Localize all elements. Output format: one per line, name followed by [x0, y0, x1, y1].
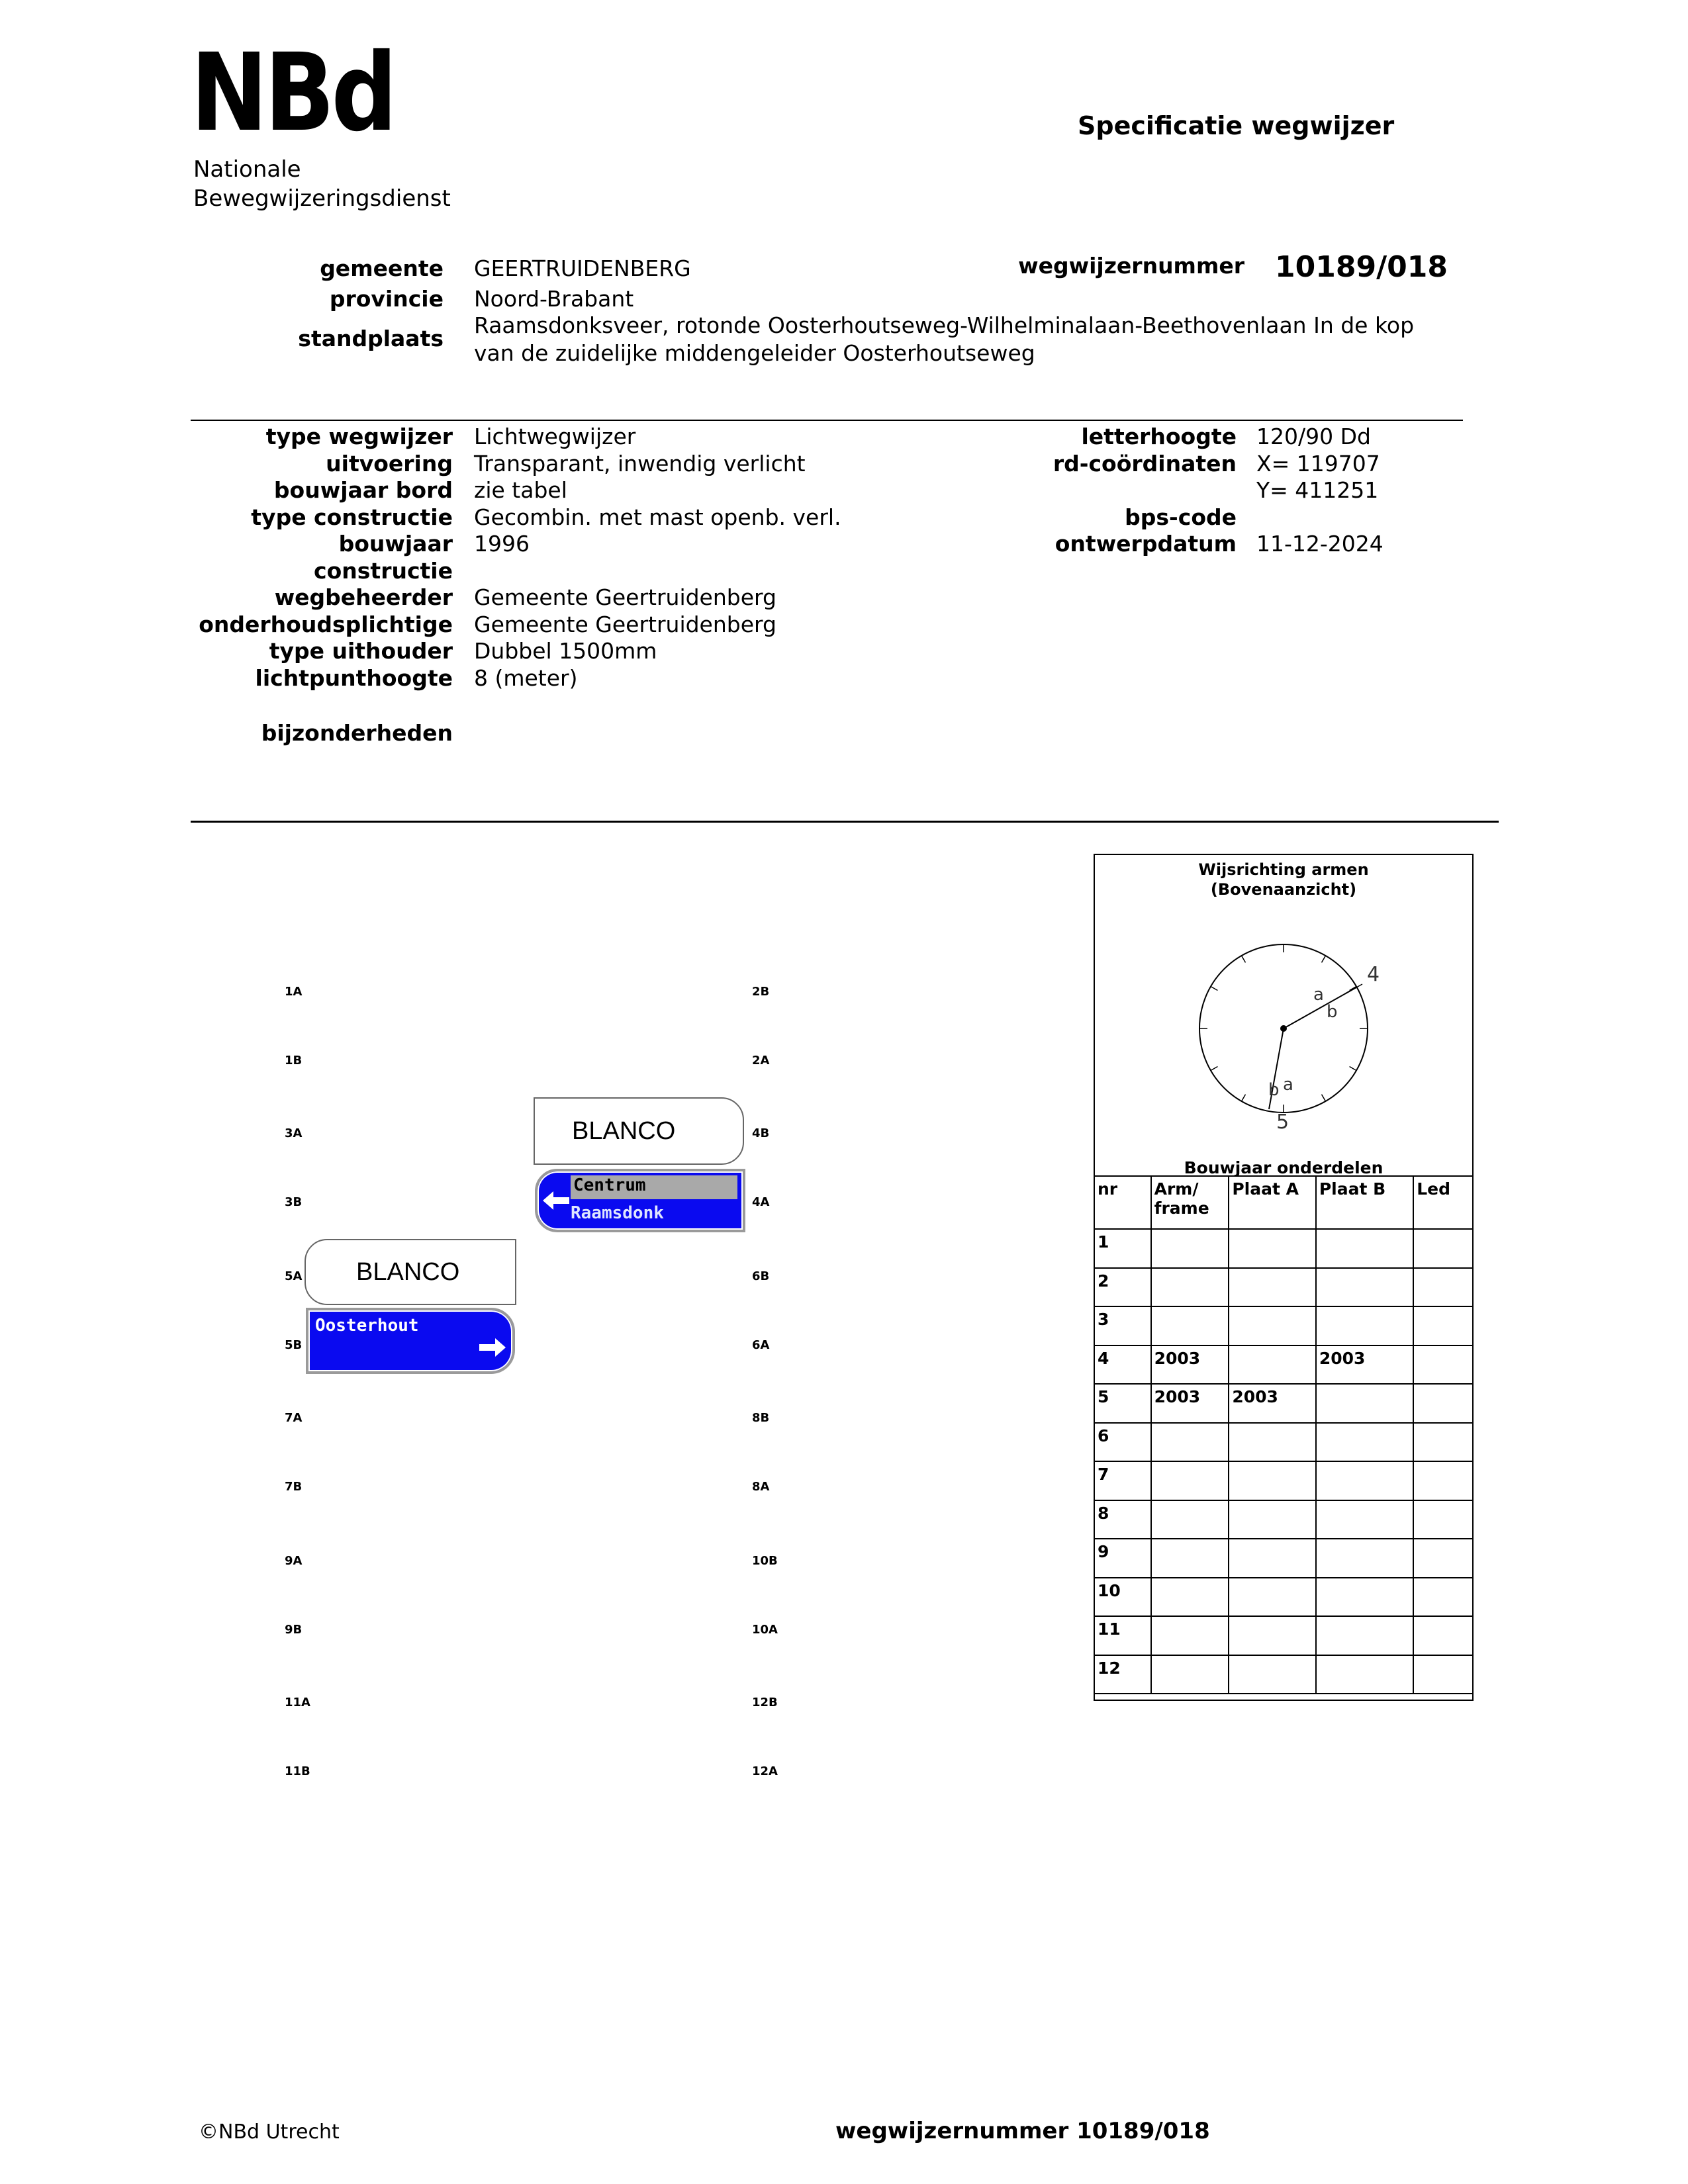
bouwjaar-cell [1316, 1500, 1413, 1539]
bouwjaar-cell [1151, 1655, 1229, 1694]
bouwjaar-cell [1229, 1268, 1316, 1307]
bouwjaar-cell [1413, 1423, 1473, 1462]
slot-label: 10B [752, 1554, 778, 1568]
compass-panel [1094, 854, 1474, 1701]
compass-tick [1242, 956, 1246, 962]
spec-value: zie tabel [474, 477, 567, 503]
slot-label: 1B [285, 1054, 303, 1068]
standplaats-line-2: van de zuidelijke middengeleider Oosterhoutseweg [474, 340, 1035, 366]
bouwjaar-row [1094, 1423, 1473, 1462]
bouwjaar-cell: 8 [1094, 1500, 1151, 1539]
spec-value: 1996 [474, 531, 530, 557]
bouwjaar-cell [1229, 1578, 1316, 1617]
footer-copyright: ©NBd Utrecht [199, 2120, 340, 2144]
bouwjaar-row [1094, 1461, 1473, 1500]
spec-value: Gemeente Geertruidenberg [474, 611, 776, 637]
arrow-right-icon [478, 1336, 507, 1359]
bouwjaar-cell [1316, 1229, 1413, 1268]
bouwjaar-cell [1413, 1345, 1473, 1385]
bouwjaar-cell [1413, 1306, 1473, 1345]
bouwjaar-cell [1413, 1384, 1473, 1423]
document-title: Specificatie wegwijzer [1078, 111, 1395, 140]
slot-label: 1A [285, 985, 303, 999]
bouwjaar-cell: 2003 [1151, 1384, 1229, 1423]
header-nr: nr [1094, 1176, 1151, 1229]
arrow-left-icon [541, 1189, 571, 1212]
spec-label: lichtpunthoogte [255, 664, 453, 691]
spec-value: 8 (meter) [474, 664, 578, 691]
slot-label: 4B [752, 1126, 770, 1140]
bouwjaar-cell [1151, 1578, 1229, 1617]
sign-centrum-text: Centrum [573, 1175, 646, 1195]
header-plaat-b: Plaat B [1316, 1176, 1413, 1229]
bouwjaar-cell: 2003 [1151, 1345, 1229, 1385]
bouwjaar-cell [1229, 1423, 1316, 1462]
footer-wegwijzernummer: wegwijzernummer 10189/018 [835, 2118, 1210, 2144]
bouwjaar-cell: 2003 [1229, 1384, 1316, 1423]
bouwjaar-row [1094, 1384, 1473, 1423]
bouwjaar-cell: 9 [1094, 1539, 1151, 1578]
bouwjaar-cell [1413, 1539, 1473, 1578]
slot-label: 12B [752, 1696, 778, 1709]
bouwjaar-cell [1413, 1616, 1473, 1655]
nbd-logo: NBd [191, 31, 395, 156]
provincie-label: provincie [329, 286, 444, 312]
spec-value: Gecombin. met mast openb. verl. [474, 504, 841, 530]
bouwjaar-cell [1316, 1423, 1413, 1462]
compass-tick [1322, 956, 1326, 962]
slot-label: 12A [752, 1764, 778, 1778]
bijzonderheden-label: bijzonderheden [261, 720, 453, 746]
bouwjaar-cell: 11 [1094, 1616, 1151, 1655]
bouwjaar-cell [1229, 1461, 1316, 1500]
bouwjaar-cell [1413, 1578, 1473, 1617]
bouwjaar-row [1094, 1500, 1473, 1539]
slot-label: 7B [285, 1480, 303, 1494]
bouwjaar-cell [1151, 1423, 1229, 1462]
bouwjaar-cell [1413, 1500, 1473, 1539]
slot-label: 2A [752, 1054, 770, 1068]
bouwjaar-cell [1413, 1229, 1473, 1268]
slot-label: 8A [752, 1480, 770, 1494]
slot-label: 5B [285, 1338, 303, 1352]
standplaats-line-1: Raamsdonksveer, rotonde Oosterhoutseweg-Wilhelminalaan-Beethovenlaan In de kop [474, 312, 1415, 338]
spec-label: bouwjaar [338, 531, 453, 557]
spec-label: constructie [314, 557, 453, 584]
spec-label: uitvoering [326, 450, 453, 477]
compass-tick [1211, 1067, 1217, 1071]
bouwjaar-cell: 4 [1094, 1345, 1151, 1385]
bouwjaar-cell [1229, 1229, 1316, 1268]
slot-label: 11A [285, 1696, 310, 1709]
spec-value: Lichtwegwijzer [474, 424, 636, 449]
standplaats-label: standplaats [298, 326, 444, 351]
bouwjaar-cell [1316, 1616, 1413, 1655]
gemeente-value: GEERTRUIDENBERG [474, 255, 691, 281]
compass-arm4-b: b [1327, 1002, 1338, 1022]
spec-value: 11-12-2024 [1256, 531, 1383, 557]
bouwjaar-title: Bouwjaar onderdelen [1184, 1158, 1383, 1177]
bouwjaar-row [1094, 1268, 1473, 1307]
bouwjaar-cell [1229, 1539, 1316, 1578]
bouwjaar-cell [1316, 1461, 1413, 1500]
bouwjaar-cell [1413, 1268, 1473, 1307]
bouwjaar-row [1094, 1345, 1473, 1385]
bouwjaar-cell [1151, 1616, 1229, 1655]
spec-value: Gemeente Geertruidenberg [474, 584, 776, 610]
compass-tick [1350, 1067, 1356, 1071]
slot-label: 3B [285, 1195, 303, 1209]
specs-right-labels [980, 424, 1237, 558]
bouwjaar-row [1094, 1539, 1473, 1578]
sign-blanco-4b-text: BLANCO [572, 1116, 676, 1145]
bouwjaar-cell [1151, 1461, 1229, 1500]
slot-label: 6A [752, 1338, 770, 1352]
spec-value [474, 558, 937, 585]
spec-label [980, 477, 1237, 504]
slot-label: 6B [752, 1269, 770, 1283]
spec-label: onderhoudsplichtige [199, 611, 453, 637]
sign-centrum-raamsdonk [535, 1169, 745, 1232]
bouwjaar-cell: 3 [1094, 1306, 1151, 1345]
compass-tick [1242, 1095, 1246, 1101]
spec-value: Transparant, inwendig verlicht [474, 450, 806, 477]
spec-value: 120/90 Dd [1256, 424, 1371, 449]
specs-left-values [474, 424, 937, 692]
sign-blanco-4b [534, 1097, 744, 1165]
wegwijzernummer-value: 10189/018 [1275, 250, 1448, 284]
sign-blanco-5a-text: BLANCO [356, 1257, 460, 1286]
bouwjaar-cell: 10 [1094, 1578, 1151, 1617]
compass-diagram [1095, 855, 1472, 1146]
bouwjaar-cell [1151, 1539, 1229, 1578]
bouwjaar-header-row [1094, 1176, 1473, 1229]
provincie-value: Noord-Brabant [474, 286, 634, 312]
bouwjaar-cell [1229, 1500, 1316, 1539]
bouwjaar-cell [1151, 1500, 1229, 1539]
bouwjaar-cell: 1 [1094, 1229, 1151, 1268]
spec-label: type constructie [251, 504, 453, 530]
bouwjaar-cell: 2 [1094, 1268, 1151, 1307]
slot-label: 2B [752, 985, 770, 999]
logo-line-1: Nationale [193, 156, 301, 183]
bouwjaar-cell: 6 [1094, 1423, 1151, 1462]
compass-tick [1322, 1095, 1326, 1101]
compass-arm5-a: a [1283, 1075, 1293, 1095]
slot-label: 3A [285, 1126, 303, 1140]
bouwjaar-row [1094, 1578, 1473, 1617]
bouwjaar-cell [1151, 1229, 1229, 1268]
slot-label: 5A [285, 1269, 303, 1283]
sign-oosterhout-text: Oosterhout [315, 1316, 419, 1336]
bouwjaar-cell: 2003 [1316, 1345, 1413, 1385]
bouwjaar-cell: 5 [1094, 1384, 1151, 1423]
slot-label: 9A [285, 1554, 303, 1568]
slot-label: 7A [285, 1411, 303, 1425]
compass-arm5-label: 5 [1276, 1111, 1289, 1134]
header-arm-frame: Arm/ frame [1151, 1176, 1229, 1229]
slot-label: 9B [285, 1623, 303, 1637]
slot-label: 4A [752, 1195, 770, 1209]
compass-arm4-label: 4 [1367, 963, 1380, 986]
specs-right-values [1256, 424, 1521, 558]
compass-arm4-a: a [1313, 985, 1324, 1005]
bouwjaar-table [1094, 1175, 1474, 1694]
sign-oosterhout [306, 1308, 515, 1374]
spec-label: letterhoogte [1081, 424, 1237, 449]
logo-line-2: Bewegwijzeringsdienst [193, 185, 451, 212]
bouwjaar-cell [1316, 1306, 1413, 1345]
bouwjaar-cell [1229, 1306, 1316, 1345]
spec-label: rd-coördinaten [1053, 450, 1237, 477]
bouwjaar-row [1094, 1306, 1473, 1345]
bouwjaar-cell [1229, 1616, 1316, 1655]
spec-label: type uithouder [269, 638, 453, 664]
bouwjaar-cell [1316, 1655, 1413, 1694]
bouwjaar-cell [1316, 1539, 1413, 1578]
spec-label: bouwjaar bord [273, 477, 453, 503]
spec-label: bps-code [1125, 504, 1237, 530]
header-plaat-a: Plaat A [1229, 1176, 1316, 1229]
divider-top [191, 420, 1463, 421]
bouwjaar-cell: 7 [1094, 1461, 1151, 1500]
slot-label: 10A [752, 1623, 778, 1637]
wegwijzernummer-label: wegwijzernummer [1018, 253, 1244, 279]
bouwjaar-cell [1413, 1461, 1473, 1500]
specs-left-labels [191, 424, 453, 692]
spec-value [1256, 504, 1521, 531]
bouwjaar-cell [1151, 1268, 1229, 1307]
gemeente-label: gemeente [320, 255, 444, 281]
sign-blanco-5a [305, 1239, 516, 1305]
compass-title-1: Wijsrichting armen [1198, 860, 1369, 879]
slot-label: 8B [752, 1411, 770, 1425]
bouwjaar-row [1094, 1229, 1473, 1268]
slot-label: 11B [285, 1764, 310, 1778]
sign-raamsdonk-text: Raamsdonk [571, 1203, 664, 1223]
compass-title-2: (Bovenaanzicht) [1210, 880, 1357, 899]
bouwjaar-cell [1151, 1306, 1229, 1345]
bouwjaar-row [1094, 1616, 1473, 1655]
spec-value: Dubbel 1500mm [474, 638, 657, 664]
bouwjaar-cell [1316, 1384, 1413, 1423]
bouwjaar-cell [1316, 1578, 1413, 1617]
compass-arm5-b: b [1268, 1080, 1280, 1100]
bouwjaar-row [1094, 1655, 1473, 1694]
spec-label: wegbeheerder [274, 584, 453, 610]
header-led: Led [1413, 1176, 1473, 1229]
spec-value: Y= 411251 [1256, 477, 1379, 503]
spec-label: type wegwijzer [265, 424, 453, 449]
divider-bottom [191, 821, 1499, 823]
compass-tick [1211, 987, 1217, 991]
bouwjaar-cell: 12 [1094, 1655, 1151, 1694]
spec-value: X= 119707 [1256, 450, 1380, 477]
bouwjaar-cell [1413, 1655, 1473, 1694]
spec-label: ontwerpdatum [1055, 531, 1237, 557]
bouwjaar-cell [1229, 1655, 1316, 1694]
bouwjaar-cell [1229, 1345, 1316, 1385]
bouwjaar-cell [1316, 1268, 1413, 1307]
